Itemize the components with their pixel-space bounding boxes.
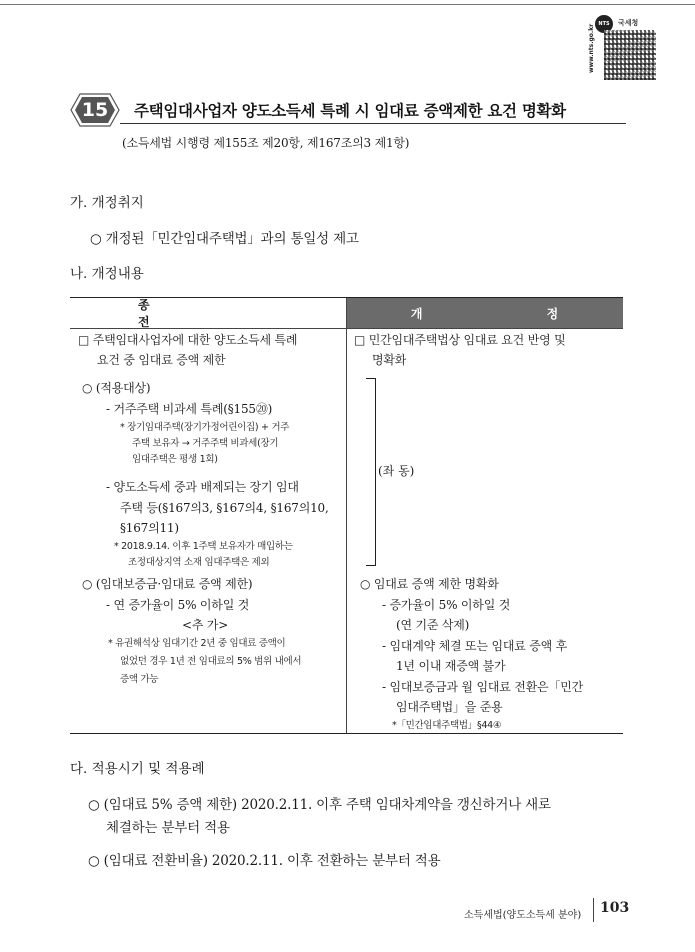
before-scope-note-2-line-1: * 2018.9.14. 이후 1주택 보유자가 매입하는 [114,541,293,552]
section-c-item-2: ○ (임대료 전환비율) 2020.2.11. 이후 전환하는 분부터 적용 [88,853,441,869]
qr-url-text: www.nts.go.kr [588,23,595,73]
before-limit-note-line-1: * 유권해석상 임대기간 2년 중 임대료 증액이 [108,638,286,649]
column-divider [346,298,347,733]
before-limit-note-line-2: 없었던 경우 1년 전 임대료의 5% 범위 내에서 [120,656,302,667]
before-scope-note-1-line-1: * 장기임대주택(장기가정어린이집) + 거주 [120,422,290,433]
page-number: 103 [600,900,630,916]
qr-org-label: 국세청 [618,19,639,27]
nts-logo-icon: NTS [595,15,613,33]
section-c-item-1-line-1: ○ (임대료 5% 증액 제한) 2020.2.11. 이후 주택 임대차계약을 갱신하거나 새로 [88,797,551,813]
before-limit-item-1: - 연 증가율이 5% 이하일 것 [106,598,250,612]
before-scope-item-1: - 거주주택 비과세 특례(§155⑳) [106,402,273,416]
same-as-left-bracket [366,378,376,566]
before-scope-item-2-line-3: §167의11) [120,521,179,535]
before-limit-add: <추 가> [182,618,229,632]
after-limit-title: ○ 임대료 증액 제한 명확화 [360,577,499,591]
before-limit-note-line-3: 증액 가능 [120,674,159,685]
section-a-item: ○ 개정된「민간임대주택법」과의 통일성 제고 [90,231,359,247]
before-lead-line-1: □ 주택임대사업자에 대한 양도소득세 특례 [78,333,298,347]
after-limit-note: *「민간임대주택법」§44④ [392,720,502,731]
footer-separator [593,898,594,922]
column-header-after: 개 정 [346,298,623,328]
section-title-bar [70,93,626,127]
qr-block [588,14,660,84]
same-as-left-label: (좌 동) [378,464,415,478]
section-number: 15 [81,99,109,121]
after-limit-item-2-line-1: - 임대계약 체결 또는 임대료 증액 후 [382,639,568,653]
before-limit-title: ○ (임대보증금·임대료 증액 제한) [82,577,253,591]
column-header-before: 종 전 [138,298,218,329]
section-a-heading: 가. 개정취지 [70,195,144,211]
after-lead-line-2: 명확화 [372,353,407,367]
after-lead-line-1: □ 민간임대주택법상 임대료 요건 반영 및 [354,333,566,347]
before-scope-note-2-line-2: 조정대상지역 소재 임대주택은 제외 [128,557,270,568]
before-scope-item-2-line-1: - 양도소득세 중과 배제되는 장기 임대 [106,480,299,494]
after-limit-item-3-line-2: 임대주택법」을 준용 [396,700,503,714]
before-scope-note-1-line-3: 임대주택은 평생 1회) [132,454,218,465]
section-c-heading: 다. 적용시기 및 적용례 [70,761,205,777]
qr-code-icon[interactable] [604,30,656,80]
top-rule [0,4,695,5]
before-scope-item-2-line-2: 주택 등(§167의3, §167의4, §167의10, [120,501,329,515]
after-limit-item-1b: (연 기준 삭제) [396,618,470,632]
after-limit-item-2-line-2: 1년 이내 재증액 불가 [396,659,506,673]
section-c-item-1-line-2: 체결하는 분부터 적용 [106,820,230,836]
page-subtitle: (소득세법 시행령 제155조 제20항, 제167조의3 제1항) [122,136,410,150]
before-scope-note-1-line-2: 주택 보유자 → 거주주택 비과세(장기 [132,438,279,449]
footer-section-label: 소득세법(양도소득세 분야) [464,910,582,921]
after-limit-item-1: - 증가율이 5% 이하일 것 [382,598,511,612]
title-underline [120,123,626,124]
before-scope-title: ○ (적용대상) [82,381,151,395]
section-b-heading: 나. 개정내용 [70,266,144,282]
comparison-table [70,297,623,734]
before-lead-line-2: 요건 중 임대료 증액 제한 [97,353,226,367]
page-title: 주택임대사업자 양도소득세 특례 시 임대료 증액제한 요건 명확화 [134,102,566,120]
after-limit-item-3-line-1: - 임대보증금과 월 임대료 전환은「민간 [382,680,583,694]
